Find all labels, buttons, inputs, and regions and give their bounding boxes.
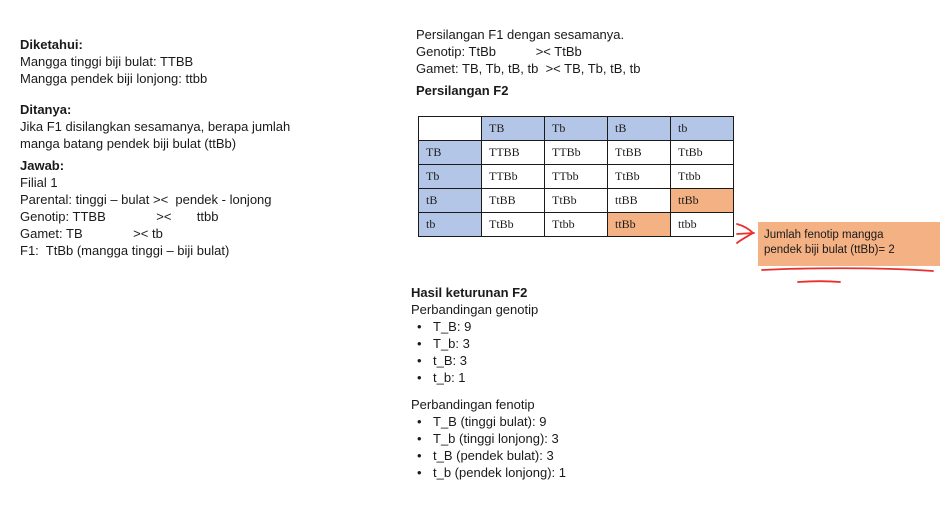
table-cell: TtBb (671, 141, 734, 165)
row-header: tb (419, 213, 482, 237)
bullet-icon: • (417, 336, 422, 351)
highlighted-cell: ttBb (608, 213, 671, 237)
bullet-icon: • (417, 448, 422, 463)
note-line-1: Jumlah fenotip mangga (764, 229, 884, 241)
list-item: • t_B (pendek bulat): 3 (417, 448, 554, 463)
table-cell: TTBB (482, 141, 545, 165)
list-item: • T_b (tinggi lonjong): 3 (417, 431, 559, 446)
answer-line-3: Genotip: TTBB >< ttbb (20, 209, 219, 224)
given-line-2: Mangga pendek biji lonjong: ttbb (20, 71, 208, 86)
answer-line-2: Parental: tinggi – bulat >< pendek - lonjong (20, 192, 272, 207)
list-item: • T_b: 3 (417, 336, 470, 351)
table-cell: TtBb (545, 189, 608, 213)
phenotype-title: Perbandingan fenotip (411, 397, 535, 412)
given-heading: Diketahui: (20, 37, 83, 52)
underline-mark (798, 281, 840, 282)
table-cell: Ttbb (671, 165, 734, 189)
list-item: • T_B: 9 (417, 319, 472, 334)
genotype-title: Perbandingan genotip (411, 302, 539, 317)
list-item: • t_b: 1 (417, 370, 466, 385)
list-item: • t_B: 3 (417, 353, 467, 368)
column-header: TB (482, 117, 545, 141)
note-line-2: pendek biji bulat (ttBb)= 2 (764, 244, 895, 256)
arrow-shaft (737, 233, 754, 234)
table-cell: TtBb (608, 165, 671, 189)
table-cell: TtBB (608, 141, 671, 165)
row-header: tB (419, 189, 482, 213)
question-line-1: Jika F1 disilangkan sesamanya, berapa jumlah (20, 119, 291, 134)
list-item: • T_B (tinggi bulat): 9 (417, 414, 547, 429)
table-cell: TTbb (545, 165, 608, 189)
list-item: • t_b (pendek lonjong): 1 (417, 465, 566, 480)
table-cell: TTBb (482, 165, 545, 189)
answer-line-4: Gamet: TB >< tb (20, 226, 163, 241)
table-cell: ttbb (671, 213, 734, 237)
bullet-icon: • (417, 370, 422, 385)
bullet-icon: • (417, 319, 422, 334)
column-header: tB (608, 117, 671, 141)
bullet-icon: • (417, 431, 422, 446)
results-heading: Hasil keturunan F2 (411, 285, 528, 300)
row-header: TB (419, 141, 482, 165)
table-cell: Ttbb (545, 213, 608, 237)
question-heading: Ditanya: (20, 102, 72, 117)
bullet-icon: • (417, 465, 422, 480)
row-header: Tb (419, 165, 482, 189)
f1-cross-line-3: Gamet: TB, Tb, tB, tb >< TB, Tb, tB, tb (416, 61, 641, 76)
answer-line-5: F1: TtBb (mangga tinggi – biji bulat) (20, 243, 230, 258)
highlighted-cell: ttBb (671, 189, 734, 213)
column-header: tb (671, 117, 734, 141)
table-cell: ttBB (608, 189, 671, 213)
bullet-icon: • (417, 414, 422, 429)
answer-line-1: Filial 1 (20, 175, 58, 190)
f1-cross-line-1: Persilangan F1 dengan sesamanya. (416, 27, 625, 42)
table-cell: TtBB (482, 189, 545, 213)
column-header: Tb (545, 117, 608, 141)
table-cell: TTBb (545, 141, 608, 165)
f1-cross-line-2: Genotip: TtBb >< TtBb (416, 44, 582, 59)
f2-table-heading: Persilangan F2 (416, 83, 509, 98)
bullet-icon: • (417, 353, 422, 368)
underline-mark (762, 268, 933, 271)
answer-heading: Jawab: (20, 158, 65, 173)
question-line-2: manga batang pendek biji bulat (ttBb) (20, 136, 237, 151)
table-cell: TtBb (482, 213, 545, 237)
given-line-1: Mangga tinggi biji bulat: TTBB (20, 54, 194, 69)
